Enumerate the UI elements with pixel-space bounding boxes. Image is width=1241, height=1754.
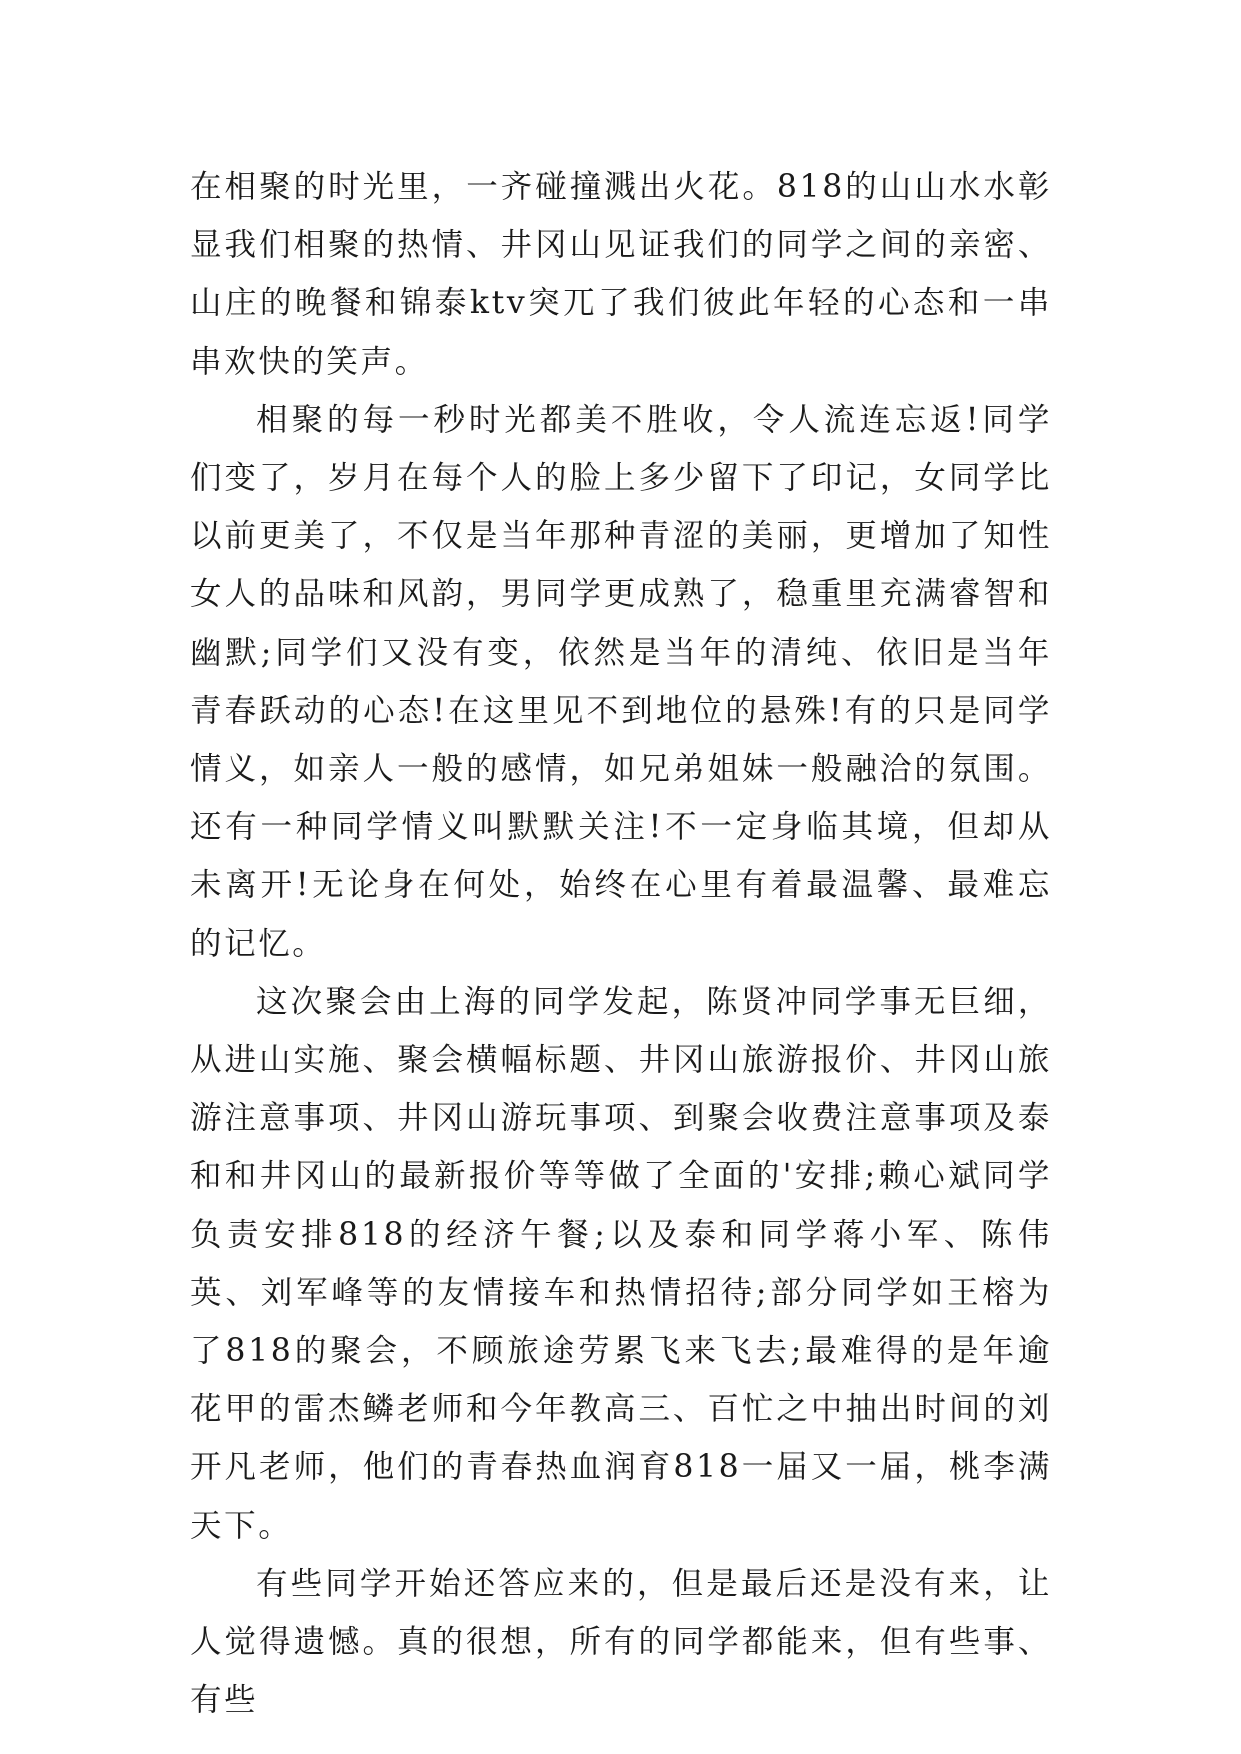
body-text bbox=[190, 158, 1052, 1729]
paragraph-2: 相聚的每一秒时光都美不胜收，令人流连忘返!同学们变了，岁月在每个人的脸上多少留下了印记，女同学比以前更美了，不仅是当年那种青涩的美丽，更增加了知性女人的品味和风韵，男同学更成熟了，稳重里充满睿智和幽默;同学们又没有变，依然是当年的清纯、依旧是当年青春跃动的心态!在这里见不到地位的悬殊!有的只是同学情义，如亲人一般的感情，如兄弟姐妹一般融洽的氛围。还有一种同学情义叫默默关注!不一定身临其境，但却从未离开!无论身在何处，始终在心里有着最温馨、最难忘的记忆。 bbox=[190, 401, 1052, 962]
paragraph-4: 有些同学开始还答应来的，但是最后还是没有来，让人觉得遗憾。真的很想，所有的同学都能来，但有些事、有些 bbox=[190, 1565, 1052, 1719]
paragraph-3: 这次聚会由上海的同学发起，陈贤冲同学事无巨细，从进山实施、聚会横幅标题、井冈山旅游报价、井冈山旅游注意事项、井冈山游玩事项、到聚会收费注意事项及泰和和井冈山的最新报价等等做了全面的'安排;赖心斌同学负责安排818的经济午餐;以及泰和同学蒋小军、陈伟英、刘军峰等的友情接车和热情招待;部分同学如王榕为了818的聚会，不顾旅途劳累飞来飞去;最难得的是年逾花甲的雷杰鳞老师和今年教高三、百忙之中抽出时间的刘开凡老师，他们的青春热血润育818一届又一届，桃李满天下。 bbox=[190, 983, 1052, 1544]
paragraph-1: 在相聚的时光里，一齐碰撞溅出火花。818的山山水水彰显我们相聚的热情、井冈山见证我们的同学之间的亲密、山庄的晚餐和锦泰ktv突兀了我们彼此年轻的心态和一串串欢快的笑声。 bbox=[190, 169, 1052, 380]
